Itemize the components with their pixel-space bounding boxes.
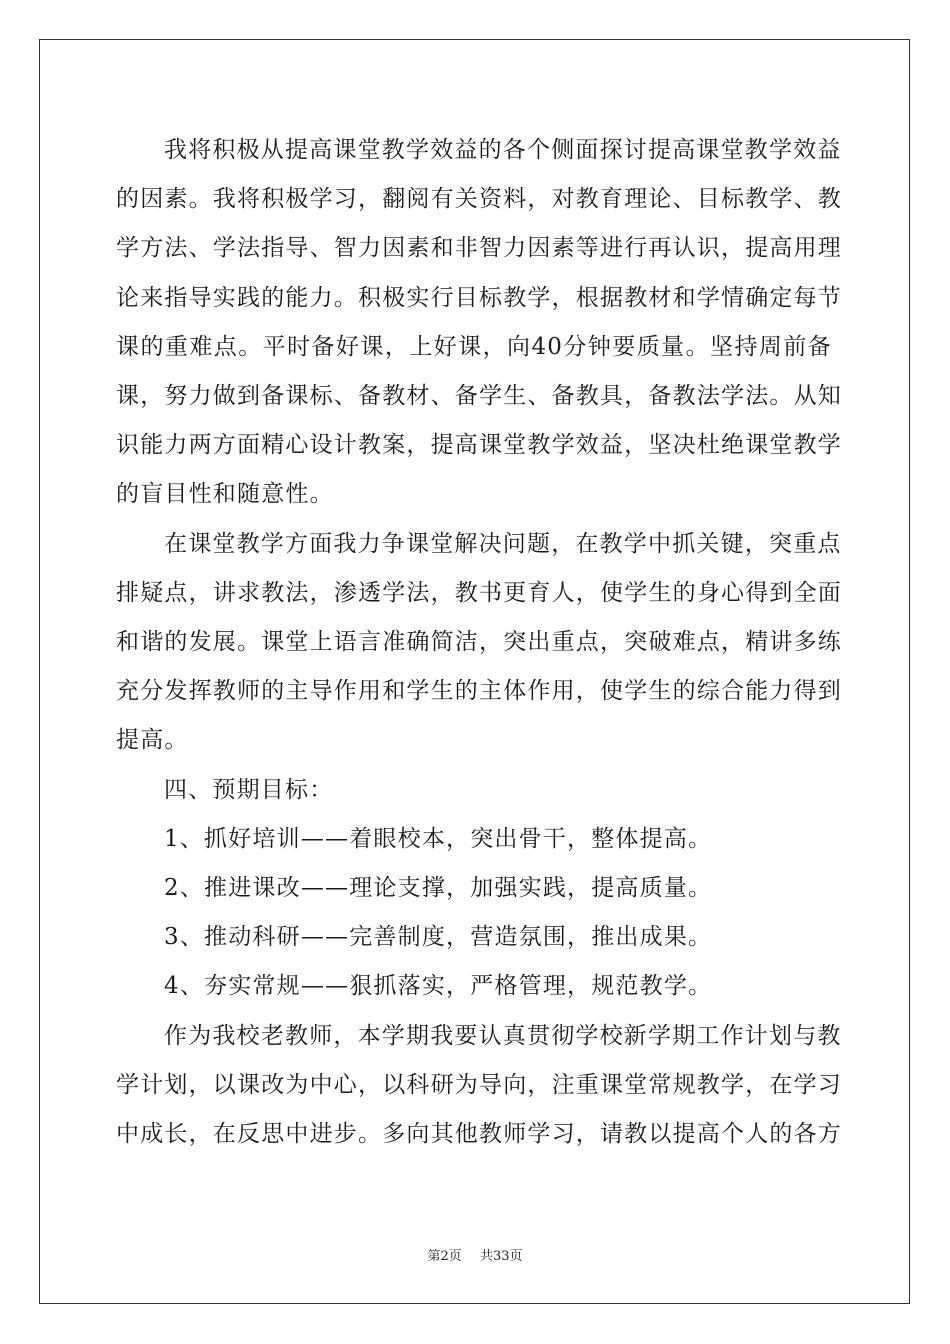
text-line: 4、夯实常规——狠抓落实，严格管理，规范教学。 (164, 973, 713, 1000)
text-line: 学方法、学法指导、智力因素和非智力因素等进行再认识，提高用理 (116, 235, 842, 262)
text-line: 的因素。我将积极学习，翻阅有关资料，对教育理论、目标教学、教 (116, 186, 842, 213)
text-line: 识能力两方面精心设计教案，提高课堂教学效益，坚决杜绝课堂教学 (116, 432, 842, 459)
text-line: 论来指导实践的能力。积极实行目标教学，根据教材和学情确定每节 (116, 284, 842, 311)
text-line: 2、推进课改——理论支撑，加强实践，提高质量。 (164, 875, 713, 901)
text-line: 作为我校老教师，本学期我要认真贯彻学校新学期工作计划与教 (164, 1022, 842, 1049)
page-total: 共33页 (479, 1249, 523, 1264)
text-line: 3、推动科研——完善制度，营造氛围，推出成果。 (164, 924, 713, 951)
text-line: 提高。 (116, 727, 189, 754)
text-line: 课的重难点。平时备好课，上好课，向40分钟要质量。坚持周前备 (116, 333, 832, 360)
text-line: 中成长，在反思中进步。多向其他教师学习，请教以提高个人的各方 (116, 1121, 842, 1147)
text-line: 1、抓好培训——着眼校本，突出骨干，整体提高。 (164, 825, 713, 852)
text-line: 充分发挥教师的主导作用和学生的主体作用，使学生的综合能力得到 (116, 678, 842, 705)
text-line: 四、预期目标： (164, 776, 334, 803)
text-line: 学计划，以课改为中心，以科研为导向，注重课堂常规教学，在学习 (116, 1071, 842, 1098)
page-footer (0, 1245, 950, 1264)
text-line: 课，努力做到备课标、备教材、备学生、备教具，备教法学法。从知 (116, 383, 842, 409)
text-line: 排疑点，讲求教法，渗透学法，教书更育人，使学生的身心得到全面 (116, 579, 842, 606)
text-line: 和谐的发展。课堂上语言准确简洁，突出重点，突破难点，精讲多练 (116, 629, 842, 655)
page-number: 第2页 (427, 1249, 462, 1264)
text-line: 我将积极从提高课堂教学效益的各个侧面探讨提高课堂教学效益 (164, 137, 842, 163)
text-line: 在课堂教学方面我力争课堂解决问题，在教学中抓关键，突重点 (164, 530, 842, 557)
text-line: 的盲目性和随意性。 (116, 481, 334, 508)
